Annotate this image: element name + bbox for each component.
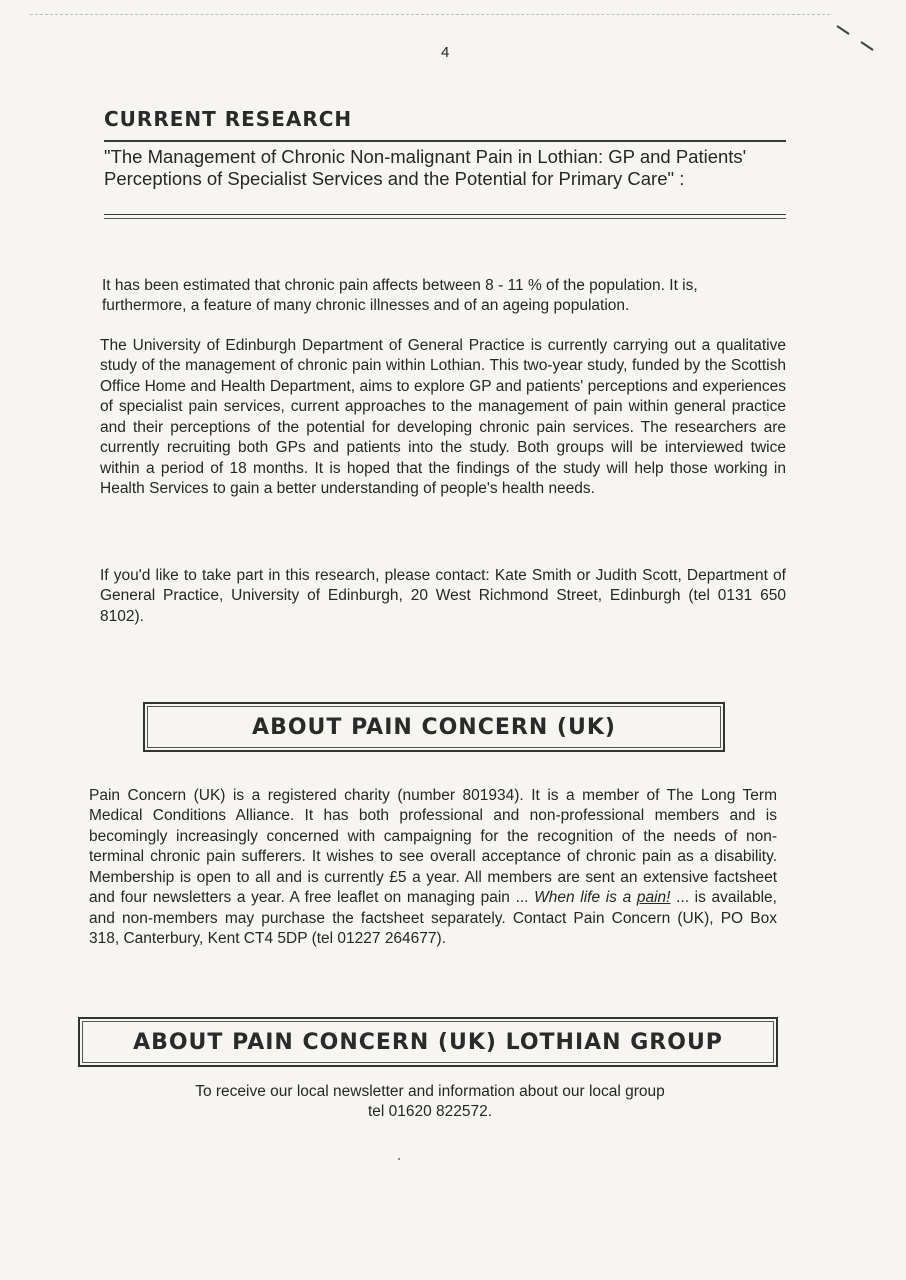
- lothian-group-heading-box: [78, 1017, 778, 1067]
- top-edge-line: [30, 14, 830, 15]
- lothian-group-heading: ABOUT PAIN CONCERN (UK) LOTHIAN GROUP: [133, 1029, 723, 1055]
- page-number: 4: [441, 44, 450, 61]
- lothian-contact-line1: To receive our local newsletter and information about our local group: [195, 1083, 665, 1100]
- title-rule-bottom-double: [104, 218, 786, 219]
- about-text-before: Pain Concern (UK) is a registered charity (number 801934). It is a member of The Long Term Medical Conditions Alliance. It has both professional and non-professional members and is becomingly increasingly concerned with campaigning for the recognition of the needs of non-terminal chronic pain sufferers. It wishes to see overall acceptance of chronic pain as a disability. Membership is open to all and is currently £5 a year. All members are sent an extensive factsheet and four newsletters a year. A free leaflet on managing pain ...: [89, 786, 777, 906]
- research-paragraph-contact: If you'd like to take part in this research, please contact: Kate Smith or Judith Scott, Department of General Practice, University of Edinburgh, 20 West Richmond Street, Edinburgh (tel 0131 650 8102).: [100, 566, 786, 625]
- leaflet-title-prefix: When life is a: [534, 889, 637, 906]
- research-paragraph-study: The University of Edinburgh Department of General Practice is currently carrying out a qualitative study of the management of chronic pain within Lothian. This two-year study, funded by the Scottish Office Home and Health Department, aims to explore GP and patients' perceptions and experiences of specialist pain services, current approaches to the management of pain within general practice and their perceptions of the potential for developing chronic pain services. The researchers are currently recruiting both GPs and patients into the study. Both groups will be interviewed twice within a period of 18 months. It is hoped that the findings of the study will help those working in Health Services to gain a better understanding of people's health needs.: [100, 336, 786, 497]
- title-rule-bottom: [104, 214, 786, 215]
- current-research-heading: CURRENT RESEARCH: [104, 107, 353, 131]
- stray-dot: [398, 1158, 400, 1160]
- about-text-after: ... is available, and non-members may purchase the factsheet separately. Contact Pain Concern (UK), PO Box 318, Canterbury, Kent CT4 5DP (tel 01227 264677).: [89, 889, 777, 947]
- about-pain-concern-heading-box: [143, 702, 725, 752]
- corner-staple-mark: [835, 22, 875, 52]
- leaflet-title-underlined: pain!: [636, 889, 671, 906]
- lothian-group-contact: [130, 1082, 730, 1122]
- leaflet-title: [534, 889, 670, 906]
- about-pain-concern-heading: ABOUT PAIN CONCERN (UK): [252, 714, 616, 740]
- title-rule-top: [104, 140, 786, 142]
- lothian-contact-phone: tel 01620 822572.: [367, 1103, 493, 1120]
- research-paragraph-prevalence: It has been estimated that chronic pain affects between 8 - 11 % of the population. It is, furthermore, a feature of many chronic illnesses and of an ageing population.: [102, 276, 698, 314]
- research-title: "The Management of Chronic Non-malignant Pain in Lothian: GP and Patients' Perceptions of Specialist Services and the Potential for Primary Care" :: [104, 146, 747, 189]
- about-pain-concern-paragraph: [89, 786, 777, 950]
